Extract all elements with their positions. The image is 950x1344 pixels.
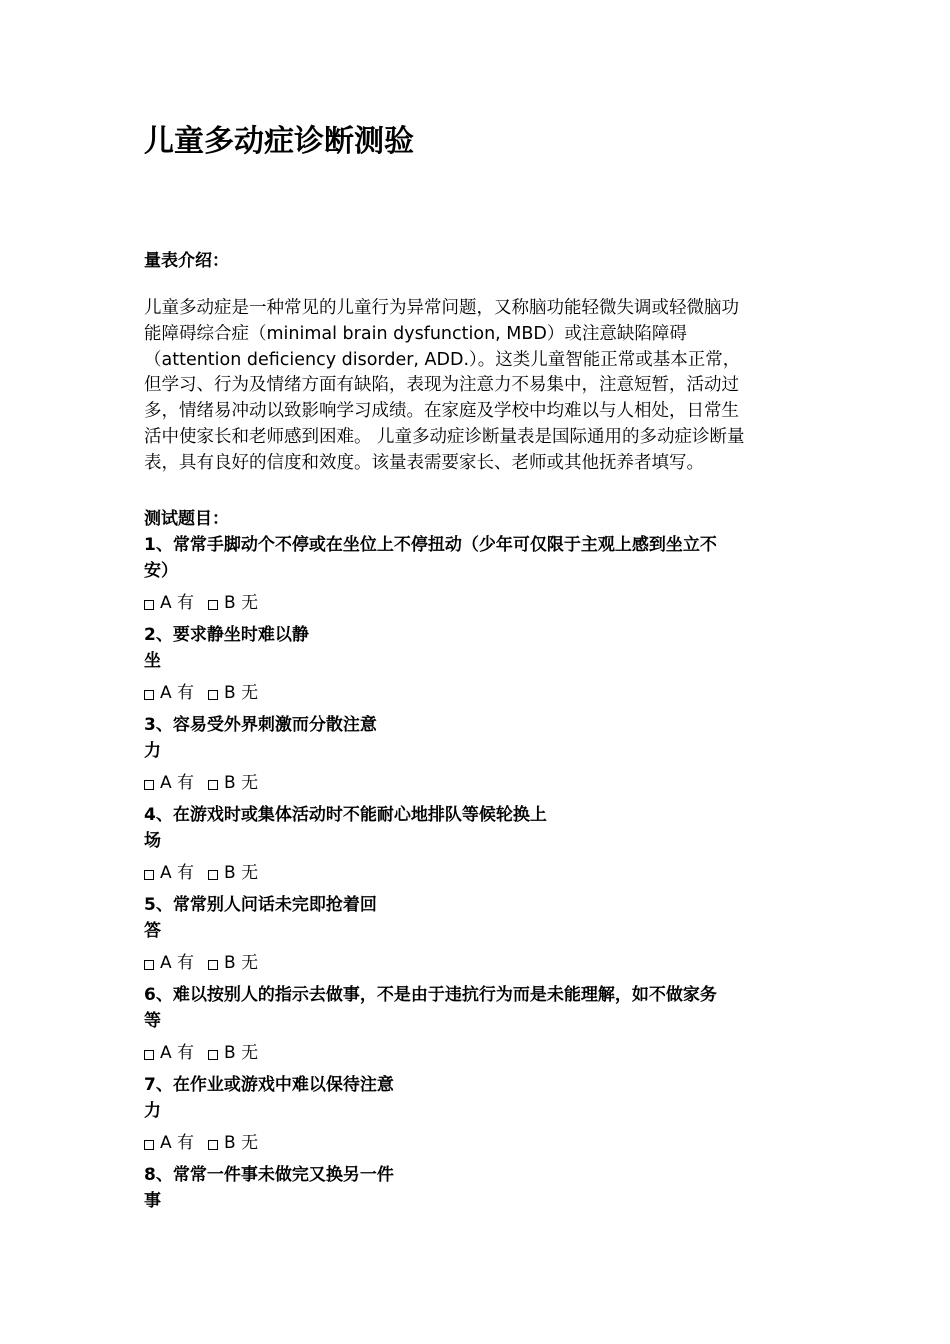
- question-text-continued: 力: [144, 1100, 161, 1121]
- checkbox-icon[interactable]: [208, 690, 218, 700]
- question-text: 5、常常别人问话未完即抢着回: [144, 895, 377, 915]
- question-item: [144, 1163, 809, 1253]
- option-b-label: B 无: [224, 1043, 259, 1063]
- option-b[interactable]: [208, 951, 258, 976]
- option-a-label: A 有: [160, 863, 195, 883]
- question-item: [144, 623, 809, 713]
- checkbox-icon[interactable]: [144, 780, 154, 790]
- answer-options: [144, 681, 809, 706]
- question-text: 2、要求静坐时难以静: [144, 625, 309, 645]
- option-b-label: B 无: [224, 953, 259, 973]
- option-a[interactable]: [144, 1041, 194, 1066]
- intro-line: （attention deficiency disorder, ADD.）。这类儿童智能正常或基本正常，: [144, 349, 741, 370]
- intro-line: 但学习、行为及情绪方面有缺陷，表现为注意力不易集中，注意短暂，活动过: [144, 375, 739, 396]
- option-a-label: A 有: [160, 773, 195, 793]
- checkbox-icon[interactable]: [144, 1050, 154, 1060]
- question-item: [144, 893, 809, 983]
- option-b[interactable]: [208, 591, 258, 616]
- intro-line: 多，情绪易冲动以致影响学习成绩。在家庭及学校中均难以与人相处，日常生: [144, 401, 739, 422]
- question-text-continued: 等: [144, 1010, 161, 1031]
- option-a[interactable]: [144, 1131, 194, 1156]
- option-a[interactable]: [144, 951, 194, 976]
- answer-options: [144, 771, 809, 796]
- answer-options: [144, 1131, 809, 1156]
- question-text-continued: 事: [144, 1190, 161, 1211]
- checkbox-icon[interactable]: [144, 870, 154, 880]
- question-text: 7、在作业或游戏中难以保待注意: [144, 1075, 394, 1095]
- option-b[interactable]: [208, 771, 258, 796]
- question-text: 6、难以按别人的指示去做事，不是由于违抗行为而是未能理解，如不做家务: [144, 985, 717, 1005]
- answer-options: [144, 591, 809, 616]
- question-text: 3、容易受外界刺激而分散注意: [144, 715, 377, 735]
- answer-options: [144, 951, 809, 976]
- question-text-continued: 安）: [144, 560, 178, 581]
- option-b-label: B 无: [224, 863, 259, 883]
- answer-options: [144, 1041, 809, 1066]
- intro-paragraph: [144, 296, 806, 477]
- option-a-label: A 有: [160, 1133, 195, 1153]
- question-list: [144, 533, 809, 1253]
- checkbox-icon[interactable]: [144, 690, 154, 700]
- checkbox-icon[interactable]: [144, 960, 154, 970]
- intro-line: 活中使家长和老师感到困难。 儿童多动症诊断量表是国际通用的多动症诊断量: [144, 426, 745, 447]
- question-item: [144, 803, 809, 893]
- option-b[interactable]: [208, 681, 258, 706]
- question-item: [144, 1073, 809, 1163]
- option-b-label: B 无: [224, 683, 259, 703]
- question-item: [144, 713, 809, 803]
- option-b-label: B 无: [224, 773, 259, 793]
- checkbox-icon[interactable]: [144, 600, 154, 610]
- intro-line: 能障碍综合症（minimal brain dysfunction, MBD）或注意缺陷障碍: [144, 323, 687, 344]
- question-item: [144, 533, 809, 623]
- checkbox-icon[interactable]: [208, 780, 218, 790]
- option-b[interactable]: [208, 1041, 258, 1066]
- option-a-label: A 有: [160, 953, 195, 973]
- question-text-continued: 力: [144, 740, 161, 761]
- option-a[interactable]: [144, 681, 194, 706]
- checkbox-icon[interactable]: [208, 1050, 218, 1060]
- question-text: 8、常常一件事未做完又换另一件: [144, 1165, 394, 1185]
- option-b-label: B 无: [224, 1133, 259, 1153]
- intro-line: 儿童多动症是一种常见的儿童行为异常问题，又称脑功能轻微失调或轻微脑功: [144, 298, 739, 318]
- option-a[interactable]: [144, 861, 194, 886]
- checkbox-icon[interactable]: [208, 870, 218, 880]
- option-a[interactable]: [144, 771, 194, 796]
- question-text-continued: 场: [144, 830, 161, 851]
- question-item: [144, 983, 809, 1073]
- answer-options: [144, 861, 809, 886]
- option-a-label: A 有: [160, 593, 195, 613]
- test-heading: 测试题目：: [144, 509, 229, 529]
- question-text-continued: 坐: [144, 650, 161, 671]
- option-a-label: A 有: [160, 1043, 195, 1063]
- question-text-continued: 答: [144, 920, 161, 941]
- option-b[interactable]: [208, 1131, 258, 1156]
- checkbox-icon[interactable]: [144, 1140, 154, 1150]
- question-text: 1、常常手脚动个不停或在坐位上不停扭动（少年可仅限于主观上感到坐立不: [144, 535, 717, 555]
- checkbox-icon[interactable]: [208, 1140, 218, 1150]
- option-a-label: A 有: [160, 683, 195, 703]
- checkbox-icon[interactable]: [208, 960, 218, 970]
- question-text: 4、在游戏时或集体活动时不能耐心地排队等候轮换上: [144, 805, 547, 825]
- option-b[interactable]: [208, 861, 258, 886]
- intro-heading: 量表介绍：: [144, 251, 229, 271]
- intro-line: 表，具有良好的信度和效度。该量表需要家长、老师或其他抚养者填写。: [144, 452, 704, 473]
- option-a[interactable]: [144, 591, 194, 616]
- option-b-label: B 无: [224, 593, 259, 613]
- checkbox-icon[interactable]: [208, 600, 218, 610]
- page-title: 儿童多动症诊断测验: [144, 124, 414, 159]
